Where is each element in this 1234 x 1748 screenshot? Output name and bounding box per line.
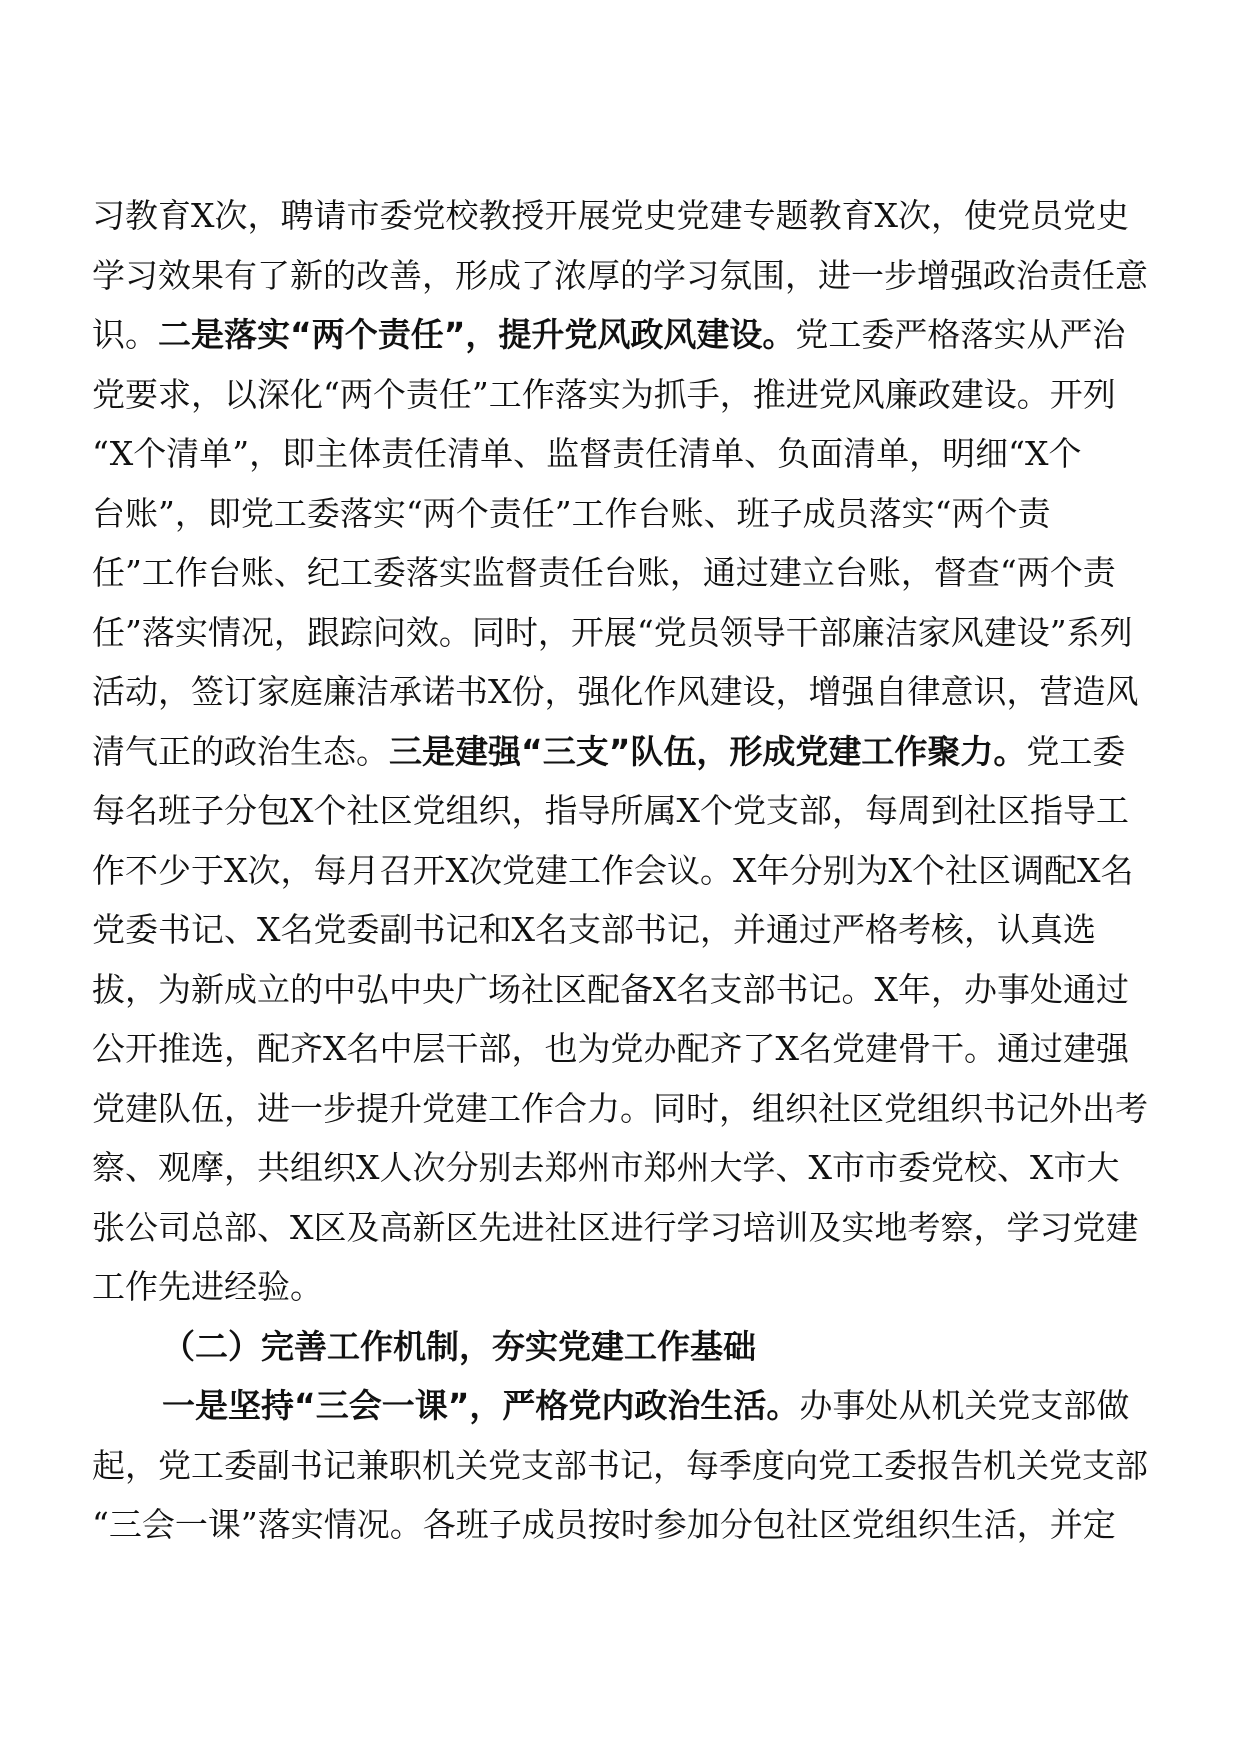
text-line bbox=[92, 662, 1172, 722]
text-line bbox=[92, 1257, 1172, 1317]
text-segment: 党建队伍，进一步提升党建工作合力。同时，组织社区党组织书记外出考 bbox=[92, 1088, 1148, 1128]
text-line bbox=[92, 246, 1172, 306]
text-segment: 工作先进经验。 bbox=[92, 1267, 323, 1306]
text-segment: 党工委 bbox=[1026, 731, 1126, 771]
text-segment: 习教育X次，聘请市委党校教授开展党史党建专题教育X次，使党员党史 bbox=[92, 196, 1129, 235]
text-segment: “三会一课”落实情况。各班子成员按时参加分包社区党组织生活，并定 bbox=[92, 1505, 1116, 1544]
text-line bbox=[92, 186, 1172, 246]
text-line bbox=[92, 1198, 1172, 1258]
text-line bbox=[92, 365, 1172, 425]
text-line bbox=[92, 1079, 1172, 1139]
text-segment: 活动，签订家庭廉洁承诺书X份，强化作风建设，增强自律意识，营造风 bbox=[92, 672, 1139, 711]
text-line bbox=[92, 900, 1172, 960]
text-line bbox=[92, 484, 1172, 544]
text-line bbox=[92, 1138, 1172, 1198]
text-segment: 察、观摩，共组织X人次分别去郑州市郑州大学、X市市委党校、X市大 bbox=[92, 1148, 1120, 1187]
text-segment: 台账”，即党工委落实“两个责任”工作台账、班子成员落实“两个责 bbox=[92, 493, 1051, 533]
text-segment: 党要求，以深化“两个责任”工作落实为抓手，推进党风廉政建设。开列 bbox=[92, 374, 1116, 414]
document-body bbox=[92, 186, 1172, 1555]
text-line bbox=[92, 1436, 1172, 1496]
text-segment: 拔，为新成立的中弘中央广场社区配备X名支部书记。X年，办事处通过 bbox=[92, 969, 1129, 1009]
text-line bbox=[92, 722, 1172, 782]
text-segment: 识。 bbox=[92, 315, 158, 354]
text-segment: 每名班子分包X个社区党组织，指导所属X个党支部，每周到社区指导工 bbox=[92, 791, 1129, 830]
text-line bbox=[92, 424, 1172, 484]
bold-text-segment: 二是落实“两个责任”，提升党风政风建设。 bbox=[158, 315, 796, 354]
text-line bbox=[92, 305, 1172, 365]
bold-text-segment: 一是坚持“三会一课”，严格党内政治生活。 bbox=[162, 1386, 800, 1425]
text-segment: 作不少于X次，每月召开X次党建工作会议。X年分别为X个社区调配X名 bbox=[92, 850, 1134, 890]
text-segment: 办事处从机关党支部做 bbox=[799, 1386, 1130, 1425]
text-line bbox=[92, 1019, 1172, 1079]
text-segment: 清气正的政治生态。 bbox=[92, 731, 389, 771]
text-segment: 学习效果有了新的改善，形成了浓厚的学习氛围，进一步增强政治责任意 bbox=[92, 255, 1148, 295]
text-segment: 张公司总部、X区及高新区先进社区进行学习培训及实地考察，学习党建 bbox=[92, 1207, 1139, 1247]
text-segment: 党工委严格落实从严治 bbox=[795, 315, 1126, 354]
text-line bbox=[92, 603, 1172, 663]
text-segment: 任”落实情况，跟踪问效。同时，开展“党员领导干部廉洁家风建设”系列 bbox=[92, 612, 1133, 652]
text-line bbox=[92, 1376, 1172, 1436]
text-segment: 党委书记、X名党委副书记和X名支部书记，并通过严格考核，认真选 bbox=[92, 910, 1096, 949]
text-segment: 任”工作台账、纪工委落实监督责任台账，通过建立台账，督查“两个责 bbox=[92, 553, 1116, 592]
text-line bbox=[92, 781, 1172, 841]
text-segment: 公开推选，配齐X名中层干部，也为党办配齐了X名党建骨干。通过建强 bbox=[92, 1029, 1129, 1068]
text-line bbox=[92, 960, 1172, 1020]
text-line bbox=[92, 543, 1172, 603]
section-heading: （二）完善工作机制，夯实党建工作基础 bbox=[162, 1326, 756, 1366]
bold-text-segment: 三是建强“三支”队伍，形成党建工作聚力。 bbox=[389, 731, 1027, 771]
text-segment: “X个清单”，即主体责任清单、监督责任清单、负面清单，明细“X个 bbox=[92, 434, 1082, 473]
text-line bbox=[92, 841, 1172, 901]
text-line bbox=[92, 1495, 1172, 1555]
text-segment: 起，党工委副书记兼职机关党支部书记，每季度向党工委报告机关党支部 bbox=[92, 1445, 1148, 1485]
